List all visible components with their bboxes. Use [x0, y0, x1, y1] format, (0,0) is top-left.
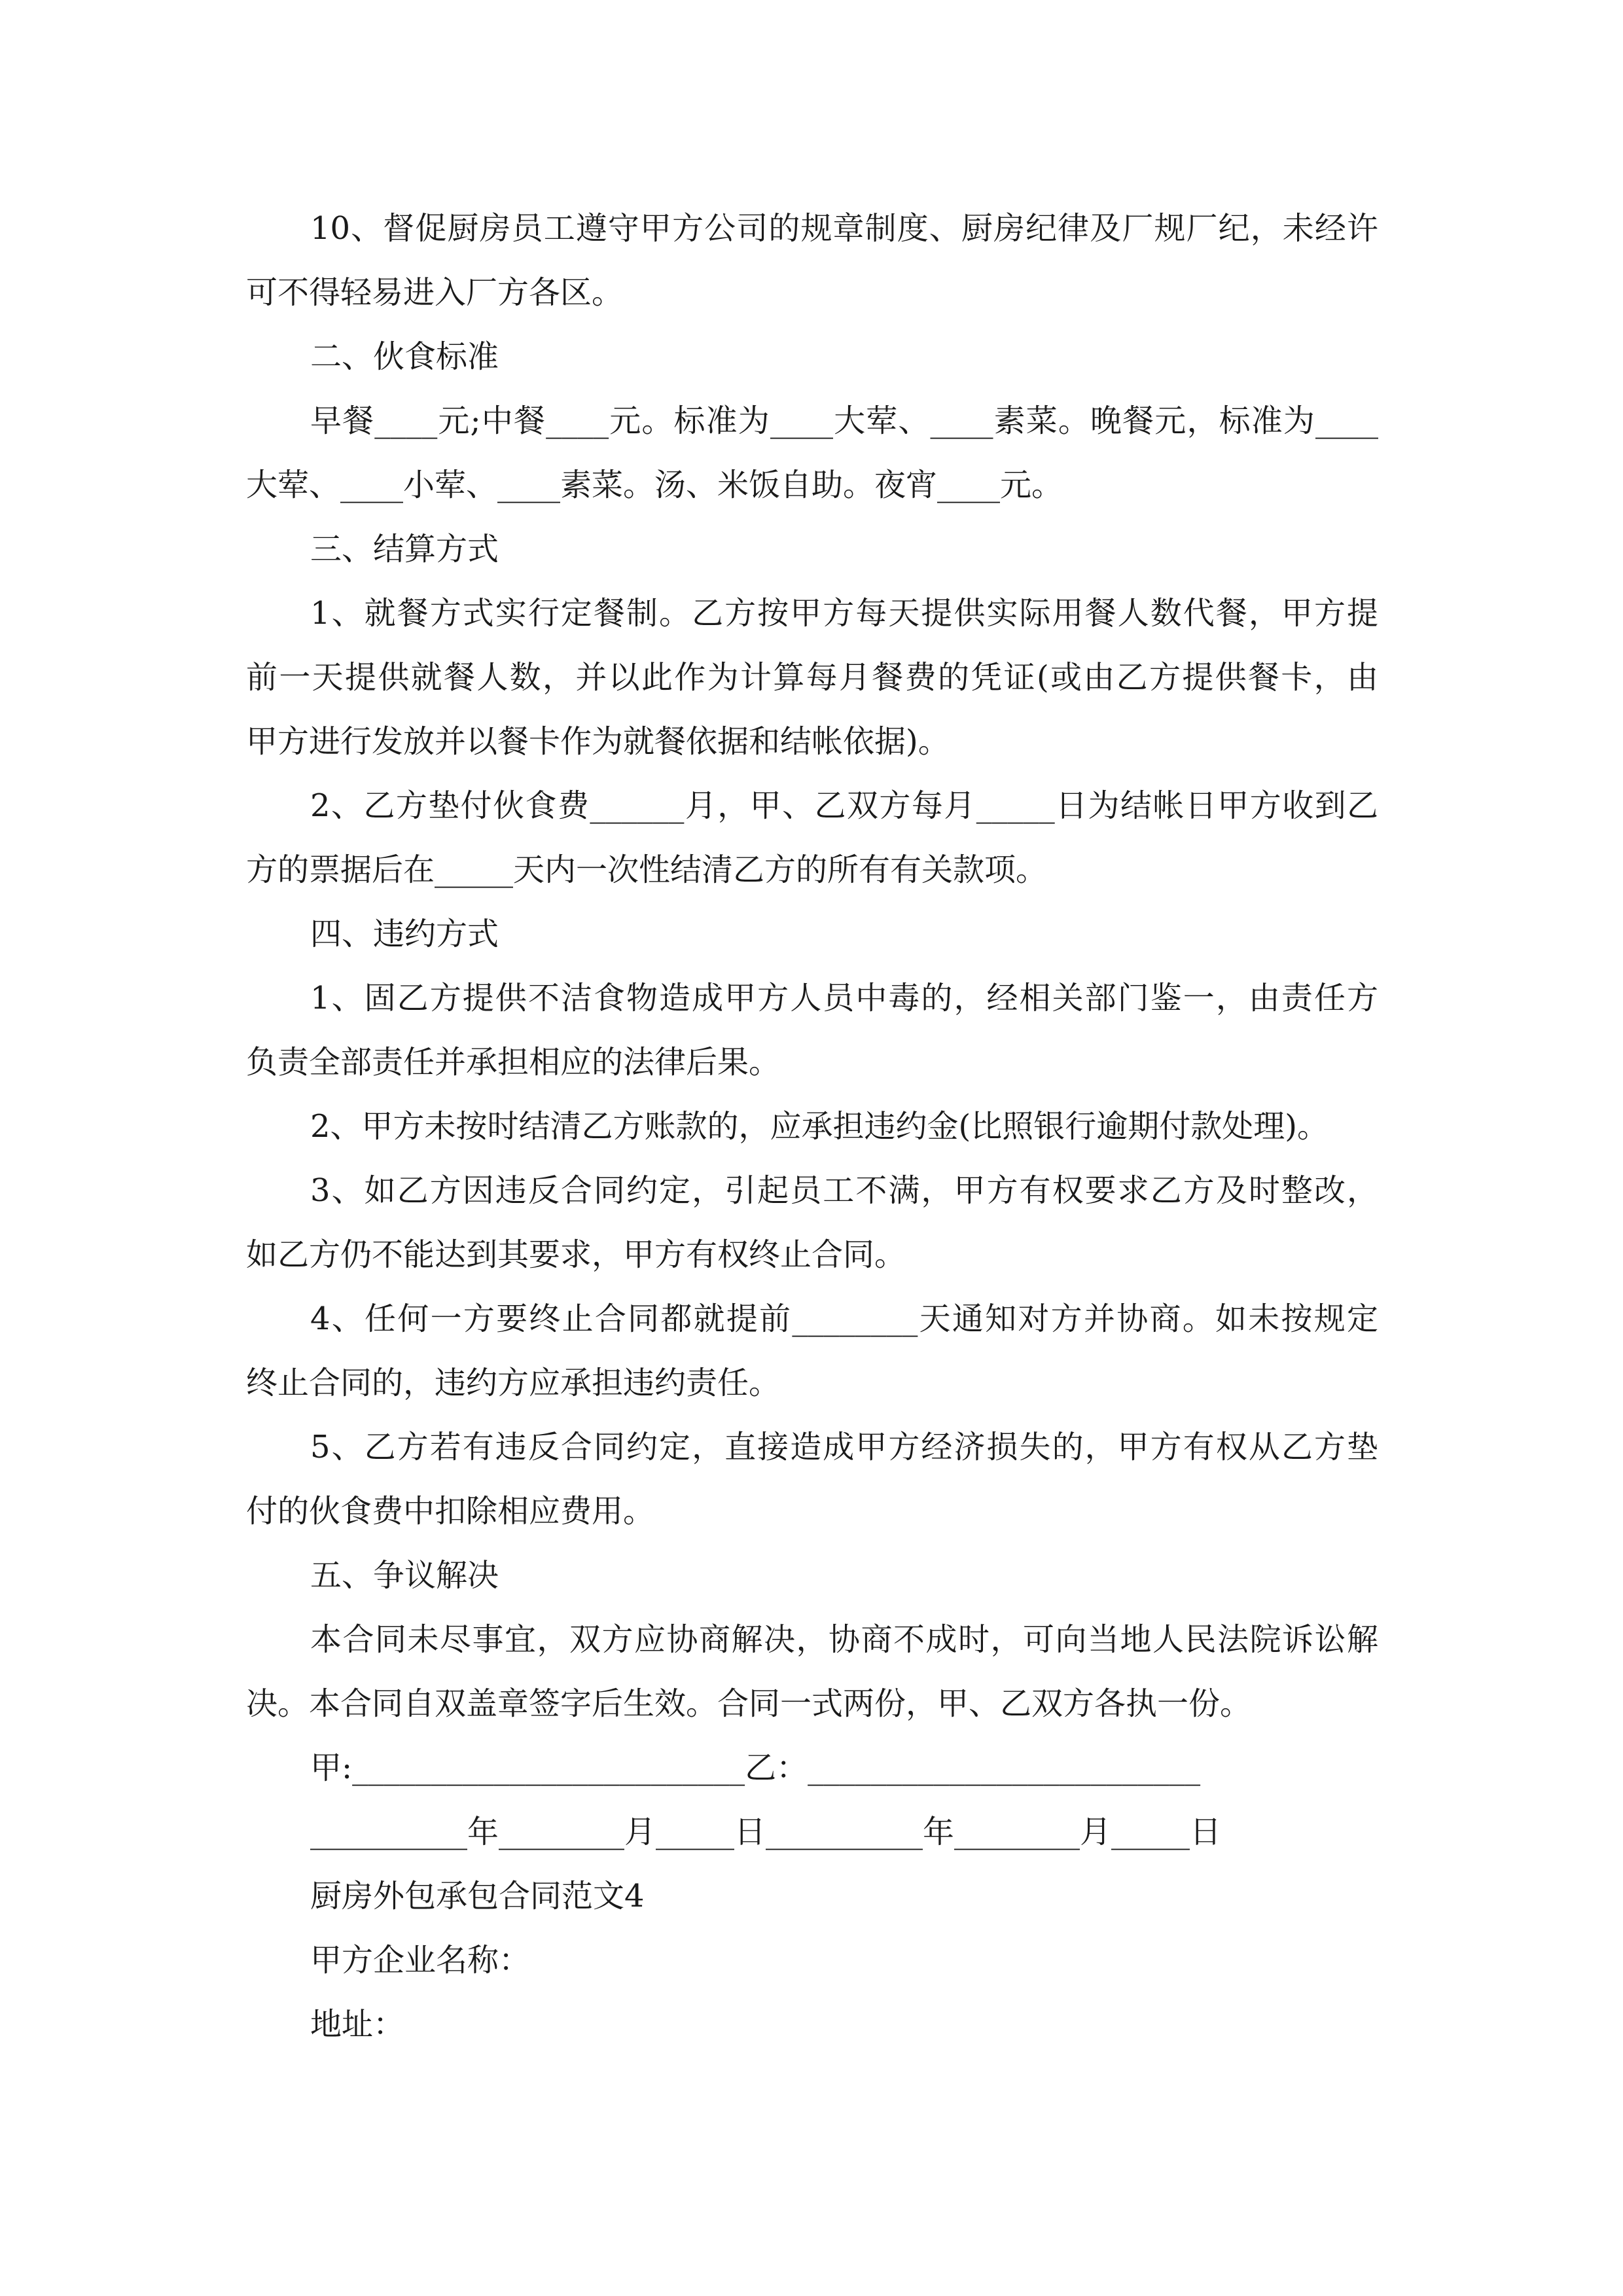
- breach-clause-1-line-2: 负责全部责任并承担相应的法律后果。: [246, 1044, 781, 1081]
- settlement-clause-1-line-2: 前一天提供就餐人数，并以此作为计算每月餐费的凭证(或由乙方提供餐卡，由: [246, 659, 1378, 696]
- settlement-clause-2-line-1: 2、乙方垫付伙食费______月，甲、乙双方每月_____日为结帐日甲方收到乙: [310, 787, 1378, 824]
- section-2-heading: 二、伙食标准: [310, 338, 499, 375]
- breach-clause-5-line-2: 付的伙食费中扣除相应费用。: [246, 1493, 655, 1530]
- settlement-clause-1-line-1: 1、就餐方式实行定餐制。乙方按甲方每天提供实际用餐人数代餐，甲方提: [310, 595, 1378, 632]
- signature-date-line: __________年________月_____日__________年________月_____日: [310, 1814, 1222, 1850]
- clause-10-line-2: 可不得轻易进入厂方各区。: [246, 274, 624, 311]
- section-4-heading: 四、违约方式: [310, 916, 499, 952]
- breach-clause-2: 2、甲方未按时结清乙方账款的，应承担违约金(比照银行逾期付款处理)。: [310, 1108, 1329, 1145]
- contract-body: [246, 196, 1378, 2056]
- meal-standard-line-2: 大荤、____小荤、____素菜。汤、米饭自助。夜宵____元。: [246, 467, 1063, 503]
- dispute-clause-line-1: 本合同未尽事宜，双方应协商解决，协商不成时，可向当地人民法院诉讼解: [310, 1621, 1378, 1658]
- breach-clause-4-line-1: 4、任何一方要终止合同都就提前________天通知对方并协商。如未按规定: [310, 1300, 1378, 1337]
- breach-clause-3-line-2: 如乙方仍不能达到其要求，甲方有权终止合同。: [246, 1236, 906, 1273]
- breach-clause-1-line-1: 1、固乙方提供不洁食物造成甲方人员中毒的，经相关部门鉴一，由责任方: [310, 980, 1378, 1016]
- signature-party-line: 甲:_________________________乙：_________________________: [310, 1749, 1201, 1786]
- next-contract-title: 厨房外包承包合同范文4: [310, 1878, 645, 1914]
- breach-clause-3-line-1: 3、如乙方因违反合同约定，引起员工不满，甲方有权要求乙方及时整改，: [310, 1172, 1378, 1209]
- section-3-heading: 三、结算方式: [310, 531, 499, 567]
- settlement-clause-2-line-2: 方的票据后在_____天内一次性结清乙方的所有有关款项。: [246, 852, 1048, 888]
- breach-clause-5-line-1: 5、乙方若有违反合同约定，直接造成甲方经济损失的，甲方有权从乙方垫: [310, 1429, 1378, 1465]
- party-a-name-label: 甲方企业名称：: [310, 1942, 531, 1979]
- clause-10-line-1: 10、督促厨房员工遵守甲方公司的规章制度、厨房纪律及厂规厂纪，未经许: [310, 210, 1378, 247]
- settlement-clause-1-line-3: 甲方进行发放并以餐卡作为就餐依据和结帐依据)。: [246, 723, 950, 760]
- dispute-clause-line-2: 决。本合同自双盖章签字后生效。合同一式两份，甲、乙双方各执一份。: [246, 1685, 1252, 1722]
- breach-clause-4-line-2: 终止合同的，违约方应承担违约责任。: [246, 1365, 781, 1401]
- section-5-heading: 五、争议解决: [310, 1557, 499, 1594]
- address-label: 地址：: [310, 2006, 405, 2043]
- meal-standard-line-1: 早餐____元;中餐____元。标准为____大荤、____素菜。晚餐元，标准为____: [310, 403, 1378, 439]
